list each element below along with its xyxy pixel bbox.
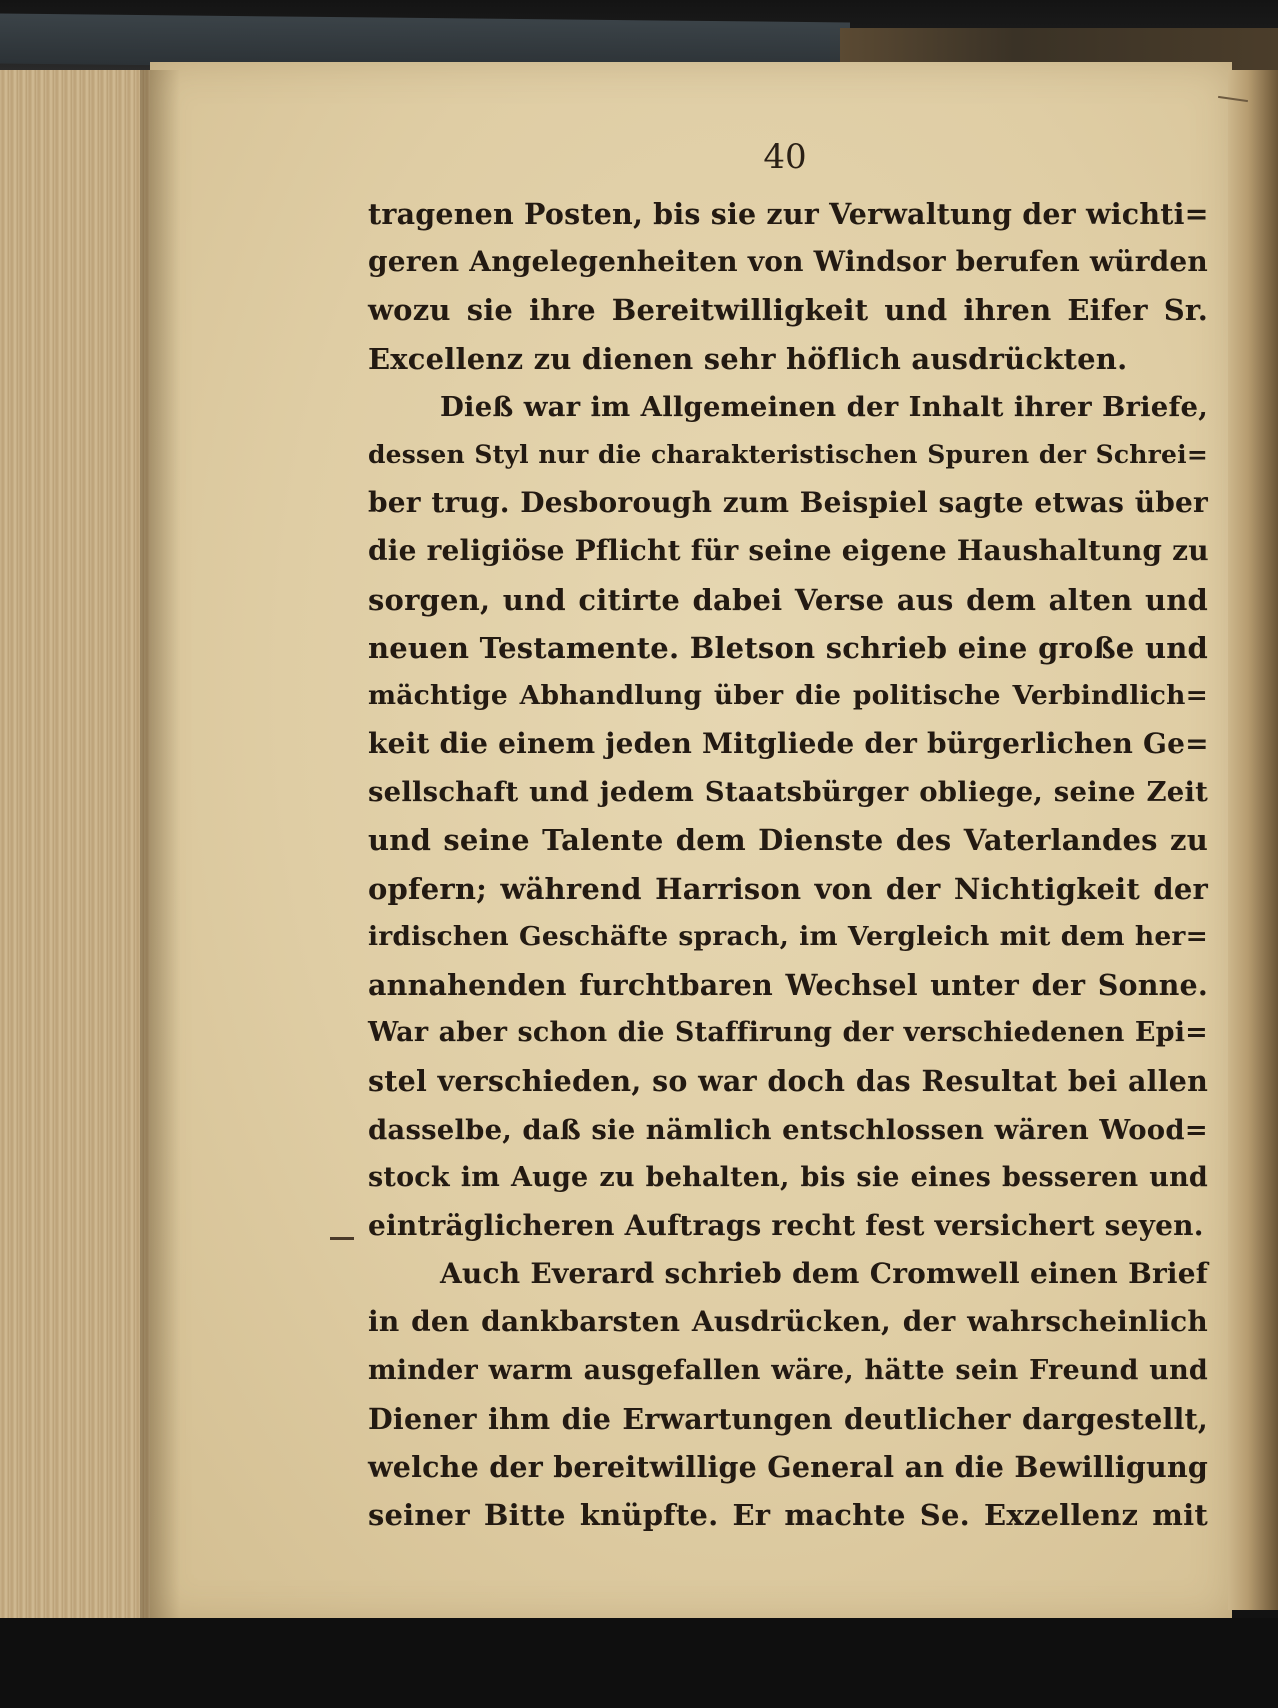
text-line: sorgen, und citirte dabei Verse aus dem alten und	[368, 582, 1208, 617]
text-line: neuen Testamente. Bletson schrieb eine große und	[368, 630, 1208, 665]
text-line: tragenen Posten, bis sie zur Verwaltung der wichti=	[368, 197, 1209, 231]
text-line: ber trug. Desborough zum Beispiel sagte etwas über	[368, 486, 1208, 520]
text-line: annahenden furchtbaren Wechsel unter der Sonne.	[368, 968, 1208, 1002]
text-line: welche der bereitwillige General an die Bewilligung	[368, 1449, 1208, 1484]
text-line: irdischen Geschäfte sprach, im Vergleich mit dem her=	[368, 920, 1208, 952]
text-line: geren Angelegenheiten von Windsor berufen würden	[368, 245, 1208, 279]
text-line: mächtige Abhandlung über die politische Verbindlich=	[368, 679, 1208, 711]
text-line: stel verschieden, so war doch das Resultat bei allen	[368, 1064, 1208, 1099]
text-line: keit die einem jeden Mitgliede der bürgerlichen Ge=	[368, 727, 1209, 761]
text-line: sellschaft und jedem Staatsbürger obliege, seine Zeit	[368, 776, 1208, 809]
text-line: einträglicheren Auftrags recht fest versichert seyen.	[368, 1208, 1204, 1242]
text-line: die religiöse Pflicht für seine eigene Haushaltung zu	[368, 534, 1209, 568]
text-line: dessen Styl nur die charakteristischen Spuren der Schrei=	[368, 439, 1208, 469]
page-right-edge	[1228, 70, 1278, 1610]
text-line: Diener ihm die Erwartungen deutlicher dargestellt,	[368, 1401, 1208, 1436]
text-line: seiner Bitte knüpfte. Er machte Se. Exzellenz mit	[368, 1498, 1208, 1533]
page-stack-edge	[0, 70, 150, 1618]
page-number: 40	[763, 137, 807, 177]
scan-background-bottom	[0, 1618, 1278, 1708]
text-line: opfern; während Harrison von der Nichtigkeit der	[368, 871, 1208, 906]
text-line: in den dankbarsten Ausdrücken, der wahrscheinlich	[368, 1305, 1208, 1339]
text-line: stock im Auge zu behalten, bis sie eines besseren und	[368, 1161, 1208, 1193]
text-line: Auch Everard schrieb dem Cromwell einen Brief	[440, 1257, 1208, 1291]
margin-dash	[330, 1237, 354, 1240]
text-line: wozu sie ihre Bereitwilligkeit und ihren Eifer Sr.	[368, 293, 1208, 328]
gutter-shadow	[140, 70, 180, 1618]
body-text	[368, 190, 1208, 1539]
text-line: dasselbe, daß sie nämlich entschlossen wären Wood=	[368, 1113, 1208, 1146]
text-line: minder warm ausgefallen wäre, hätte sein Freund und	[368, 1354, 1208, 1386]
text-line: Dieß war im Allgemeinen der Inhalt ihrer Briefe,	[440, 390, 1208, 423]
text-line: und seine Talente dem Dienste des Vaterlandes zu	[368, 823, 1208, 858]
text-line: Excellenz zu dienen sehr höflich ausdrückten.	[368, 341, 1128, 376]
text-line: War aber schon die Staffirung der verschiedenen Epi=	[368, 1017, 1208, 1049]
